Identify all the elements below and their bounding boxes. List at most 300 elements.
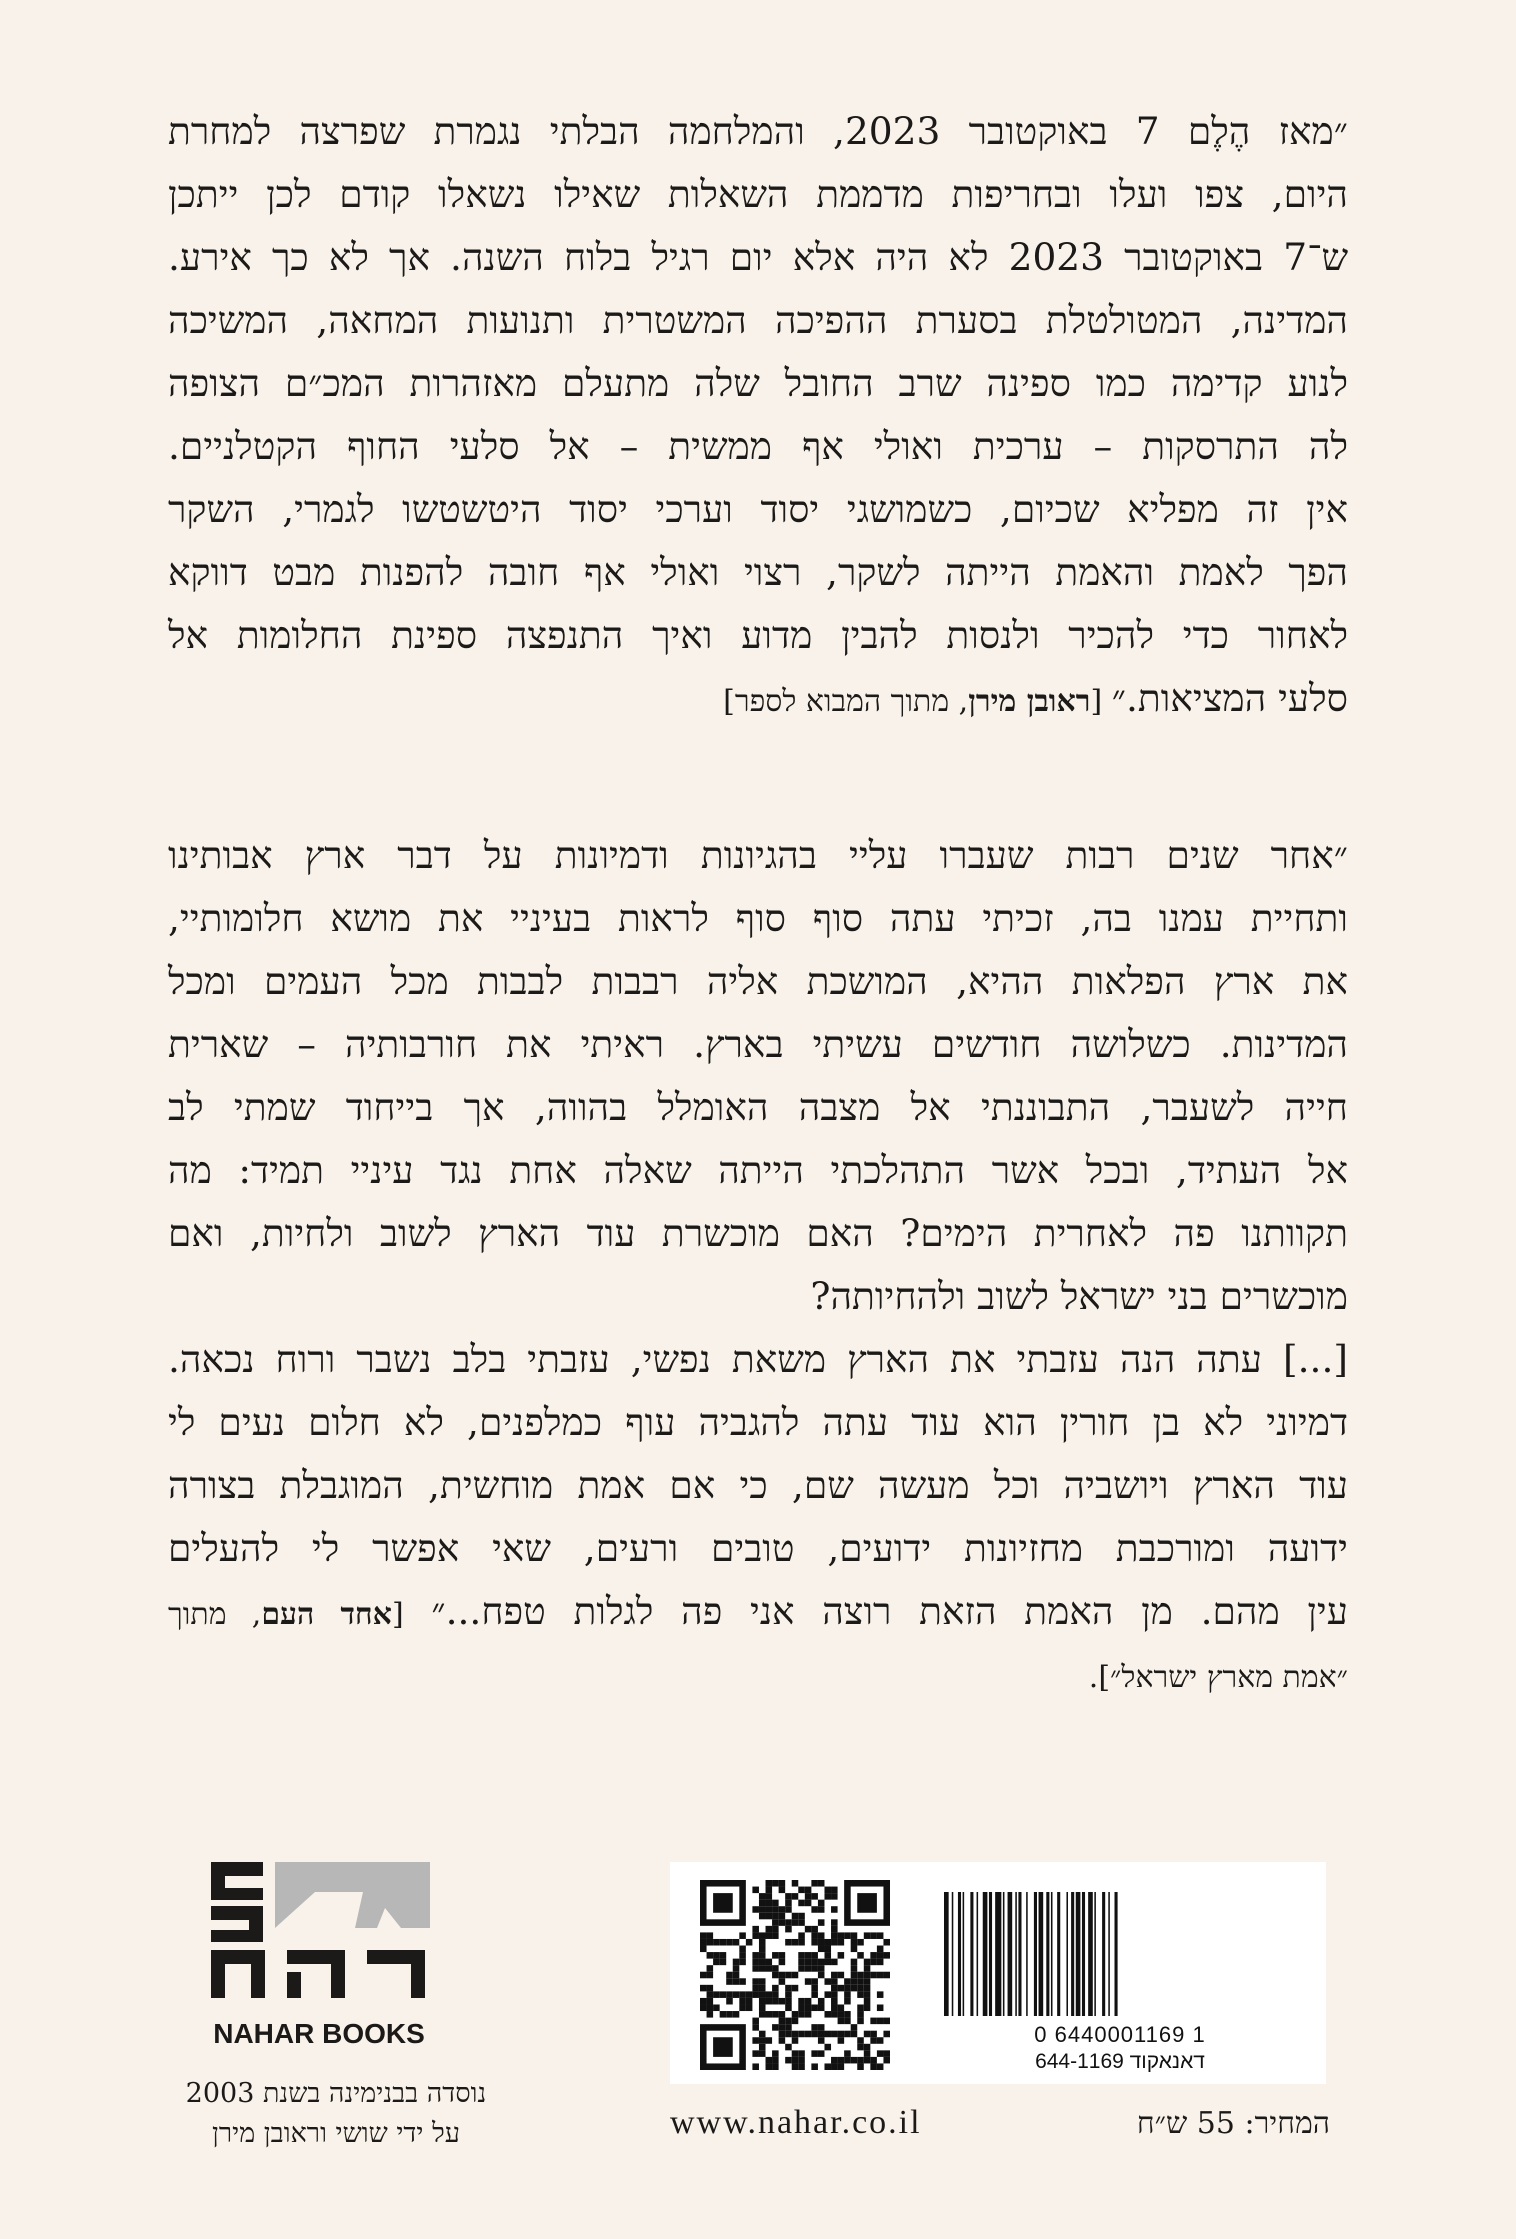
- qr-module: [864, 1978, 871, 1985]
- qr-module: [805, 1978, 812, 1985]
- qr-module: [779, 2037, 786, 2044]
- qr-module: [772, 1880, 779, 1887]
- qr-module: [759, 1913, 766, 1920]
- qr-module: [798, 2011, 805, 2018]
- qr-module: [831, 1959, 838, 1966]
- qr-module: [752, 1952, 759, 1959]
- qr-module: [707, 1991, 714, 1998]
- qr-module: [818, 2037, 825, 2044]
- qr-module: [772, 1932, 779, 1939]
- qr-module: [752, 2037, 759, 2044]
- qr-module: [824, 2011, 831, 2018]
- qr-module: [700, 1985, 707, 1992]
- qr-module: [792, 2031, 799, 2038]
- qr-module: [779, 1880, 786, 1887]
- qr-module: [785, 1972, 792, 1979]
- qr-module: [851, 1939, 858, 1946]
- qr-module: [759, 1893, 766, 1900]
- qr-module: [739, 1978, 746, 1985]
- qr-module: [824, 2044, 831, 2051]
- blurb-1-paragraph: [168, 100, 1348, 733]
- qr-module: [772, 1972, 779, 1979]
- qr-module: [759, 2011, 766, 2018]
- qr-module: [766, 2011, 773, 2018]
- qr-module: [759, 1900, 766, 1907]
- qr-module: [779, 2011, 786, 2018]
- qr-module: [766, 2063, 773, 2070]
- qr-module: [759, 1932, 766, 1939]
- qr-module: [824, 1939, 831, 1946]
- qr-module: [752, 1991, 759, 1998]
- qr-module: [798, 2004, 805, 2011]
- blurb-line: ידועה ומורכבת מחזיונות ידועים, טובים ורעים, שאי אפשר לי להעלים: [168, 1526, 1348, 1570]
- qr-module: [766, 1893, 773, 1900]
- qr-module: [798, 1932, 805, 1939]
- barcode-bar: [1026, 1892, 1028, 2016]
- blurb-line: לאחור כדי להכיר ולנסות להבין מדוע ואיך התנפצה ספינת החלומות אל: [168, 613, 1348, 657]
- qr-module: [759, 1985, 766, 1992]
- qr-module: [759, 1959, 766, 1966]
- qr-module: [870, 1952, 877, 1959]
- qr-module: [838, 2004, 845, 2011]
- barcode-code: דאנאקוד 644-1169: [1035, 2050, 1205, 2073]
- qr-module: [739, 1946, 746, 1953]
- qr-module: [798, 2063, 805, 2070]
- qr-module: [792, 2037, 799, 2044]
- barcode-bar: [1088, 1892, 1093, 2016]
- qr-module: [733, 1939, 740, 1946]
- blurb-quote-2: [168, 824, 1348, 1709]
- qr-module: [838, 1939, 845, 1946]
- qr-module: [805, 2011, 812, 2018]
- blurb-line: המדינה, המטולטלת בסערת ההפיכה המשטרית ותנועות המחאה, המשיכה: [168, 298, 1348, 342]
- barcode-digits: 0 6440001169 1: [1034, 2022, 1206, 2047]
- qr-module: [838, 1972, 845, 1979]
- qr-module: [759, 1946, 766, 1953]
- blurb-line-with-citation: [168, 667, 1348, 733]
- nahar-books-logo: [205, 1862, 430, 2002]
- qr-module: [864, 1991, 871, 1998]
- qr-module: [831, 1998, 838, 2005]
- qr-module: [779, 1952, 786, 1959]
- qr-module: [759, 1965, 766, 1972]
- qr-module: [792, 2018, 799, 2025]
- barcode-bar: [1008, 1892, 1013, 2016]
- qr-module: [818, 1939, 825, 1946]
- blurb-line: [...] עתה הנה עזבתי את הארץ משאת נפשי, עזבתי בלב נשבר ורוח נכאה.: [168, 1337, 1348, 1381]
- qr-module: [818, 2024, 825, 2031]
- qr-module: [772, 1985, 779, 1992]
- qr-module: [739, 1952, 746, 1959]
- qr-module: [851, 1932, 858, 1939]
- qr-module: [818, 1932, 825, 1939]
- qr-module: [824, 1952, 831, 1959]
- qr-module: [752, 1926, 759, 1933]
- qr-module: [792, 2050, 799, 2057]
- blurb-line: דמיוני לא בן חורין הוא עוד עתה להגביה עוף כמלפנים, לא חלום נעים לי: [168, 1400, 1348, 1444]
- qr-module: [811, 1939, 818, 1946]
- qr-module: [838, 2063, 845, 2070]
- qr-module: [772, 1998, 779, 2005]
- qr-module: [818, 2031, 825, 2038]
- blurb-line: המדינות. כשלושה חודשים עשיתי בארץ. ראיתי את חורבותיה – שארית: [168, 1022, 1348, 1066]
- qr-module: [844, 1985, 851, 1992]
- qr-module: [864, 1932, 871, 1939]
- qr-module: [772, 2011, 779, 2018]
- qr-module: [824, 1959, 831, 1966]
- barcode-bar: [1039, 1892, 1044, 2016]
- blurb-2-paragraph: [168, 824, 1348, 1709]
- qr-module: [785, 1939, 792, 1946]
- blurb-line: היום, צפו ועלו ובחריפות מדממת השאלות שאילו נשאלו קודם לכן ייתכן: [168, 172, 1348, 216]
- qr-module: [844, 2011, 851, 2018]
- qr-module: [785, 1985, 792, 1992]
- publisher-website: www.nahar.co.il: [670, 2104, 922, 2141]
- qr-module: [831, 1985, 838, 1992]
- qr-module: [824, 1893, 831, 1900]
- blurb-line: אין זה מפליא שכיום, כשמושגי יסוד וערכי יסוד היטשטשו לגמרי, השקר: [168, 487, 1348, 531]
- qr-module: [779, 1913, 786, 1920]
- qr-module: [857, 2011, 864, 2018]
- citation-source: , מתוך: [168, 1597, 262, 1632]
- qr-module: [766, 1998, 773, 2005]
- qr-module: [877, 1991, 884, 1998]
- qr-module: [851, 1978, 858, 1985]
- qr-module: [844, 2057, 851, 2064]
- qr-module: [831, 1906, 838, 1913]
- qr-module: [752, 2024, 759, 2031]
- qr-module: [752, 1906, 759, 1913]
- barcode-bar: [1057, 1892, 1060, 2016]
- qr-module: [720, 1959, 727, 1966]
- qr-module: [752, 2018, 759, 2025]
- qr-module: [883, 1939, 890, 1946]
- qr-module: [818, 1946, 825, 1953]
- barcode-bar: [1034, 1892, 1037, 2016]
- barcode-bar: [1015, 1892, 1017, 2016]
- qr-module: [831, 2004, 838, 2011]
- qr-module: [805, 1952, 812, 1959]
- qr-module: [707, 2011, 714, 2018]
- qr-module: [870, 2018, 877, 2025]
- qr-module: [700, 1946, 707, 1953]
- qr-module: [838, 2037, 845, 2044]
- qr-module: [785, 2044, 792, 2051]
- qr-module: [792, 2011, 799, 2018]
- qr-module: [720, 2011, 727, 2018]
- qr-module: [857, 2004, 864, 2011]
- qr-module: [811, 1965, 818, 1972]
- qr-module: [779, 1887, 786, 1894]
- qr-module: [779, 1972, 786, 1979]
- qr-module: [824, 1978, 831, 1985]
- qr-module: [883, 1952, 890, 1959]
- blurb-line: לנוע קדימה כמו ספינה שרב החובל שלה מתעלם מאזהרות המכ״ם הצופה: [168, 361, 1348, 405]
- qr-module: [713, 1959, 720, 1966]
- qr-module: [857, 1939, 864, 1946]
- citation-title: ״אמת מארץ ישראל״].: [1088, 1660, 1348, 1695]
- qr-module: [785, 2024, 792, 2031]
- qr-module: [844, 1998, 851, 2005]
- qr-module: [857, 1991, 864, 1998]
- qr-module: [818, 1998, 825, 2005]
- qr-module: [857, 1972, 864, 1979]
- qr-module: [752, 1985, 759, 1992]
- qr-module: [811, 1893, 818, 1900]
- qr-module: [883, 2050, 890, 2057]
- qr-module: [785, 2057, 792, 2064]
- barcode-panel: [670, 1862, 1326, 2084]
- qr-module: [733, 2011, 740, 2018]
- qr-module: [798, 1919, 805, 1926]
- qr-module: [831, 1926, 838, 1933]
- qr-module: [857, 1893, 877, 1913]
- qr-module: [870, 2057, 877, 2064]
- qr-module: [752, 2050, 759, 2057]
- qr-module: [864, 2031, 871, 2038]
- qr-module: [779, 1959, 786, 1966]
- qr-module: [831, 2011, 838, 2018]
- qr-module: [805, 1893, 812, 1900]
- qr-module: [877, 2063, 884, 2070]
- qr-module: [798, 2057, 805, 2064]
- logo-letter: [211, 1862, 225, 1892]
- qr-module: [772, 1913, 779, 1920]
- qr-module: [779, 1906, 786, 1913]
- qr-module: [700, 2004, 707, 2011]
- qr-module: [733, 1978, 740, 1985]
- qr-module: [792, 1985, 799, 1992]
- qr-module: [805, 1998, 812, 2005]
- qr-module: [726, 1991, 733, 1998]
- qr-module: [870, 2031, 877, 2038]
- qr-module: [844, 2018, 851, 2025]
- qr-module: [831, 1939, 838, 1946]
- qr-module: [811, 1926, 818, 1933]
- qr-module: [707, 1965, 714, 1972]
- qr-module: [857, 2018, 864, 2025]
- qr-module: [779, 1998, 786, 2005]
- qr-module: [792, 2063, 799, 2070]
- qr-module: [864, 1959, 871, 1966]
- qr-module: [739, 1959, 746, 1966]
- qr-module: [798, 2031, 805, 2038]
- qr-module: [857, 2057, 864, 2064]
- citation-author: ראובן מירן: [968, 684, 1091, 719]
- qr-module: [811, 2004, 818, 2011]
- qr-module: [870, 2063, 877, 2070]
- qr-module: [779, 2024, 786, 2031]
- blurb-line-with-citation: [168, 1580, 1348, 1646]
- qr-module: [792, 2057, 799, 2064]
- qr-module: [752, 1959, 759, 1966]
- qr-module: [785, 1893, 792, 1900]
- qr-module: [851, 2024, 858, 2031]
- qr-module: [831, 1991, 838, 1998]
- publisher-founded-line-2: על ידי שושי וראובן מירן: [211, 2118, 460, 2149]
- citation: [168, 1597, 404, 1632]
- blurb-line: את ארץ הפלאות ההיא, המושכת אליה רבבות לבבות מכל העמים ומכל: [168, 959, 1348, 1003]
- qr-module: [864, 2057, 871, 2064]
- qr-module: [766, 1880, 773, 1887]
- logo-letter: [211, 1930, 263, 1942]
- qr-module: [877, 2037, 884, 2044]
- qr-module: [700, 1939, 707, 1946]
- qr-module: [818, 1959, 825, 1966]
- qr-module: [785, 2018, 792, 2025]
- qr-module: [792, 1893, 799, 1900]
- qr-module: [818, 1906, 825, 1913]
- qr-module: [811, 1906, 818, 1913]
- qr-module: [766, 1926, 773, 1933]
- publisher-name-latin: NAHAR BOOKS: [213, 2018, 425, 2049]
- qr-module: [870, 1932, 877, 1939]
- qr-module: [707, 1998, 714, 2005]
- qr-module: [831, 1893, 838, 1900]
- barcode-bar: [995, 1892, 1001, 2016]
- qr-module: [733, 1959, 740, 1966]
- qr-module: [818, 1972, 825, 1979]
- qr-module: [798, 1939, 805, 1946]
- qr-module: [759, 1952, 766, 1959]
- qr-module: [772, 2057, 779, 2064]
- barcode-bar: [1046, 1892, 1049, 2016]
- barcode-bar: [1018, 1892, 1021, 2016]
- qr-module: [831, 1932, 838, 1939]
- qr-module: [792, 1913, 799, 1920]
- qr-module: [766, 1959, 773, 1966]
- qr-module: [811, 2063, 818, 2070]
- barcode-bar: [958, 1892, 961, 2016]
- logo-letter: [251, 1950, 265, 1998]
- qr-module: [752, 1887, 759, 1894]
- qr-module: [818, 1919, 825, 1926]
- logo-letter: [211, 1888, 263, 1900]
- qr-module: [818, 2050, 825, 2057]
- qr-module: [877, 1932, 884, 1939]
- qr-module: [713, 1952, 720, 1959]
- qr-module: [713, 2037, 733, 2057]
- qr-module: [759, 2037, 766, 2044]
- qr-module: [831, 1972, 838, 1979]
- qr-module: [779, 2018, 786, 2025]
- qr-module: [766, 1991, 773, 1998]
- qr-module: [805, 2004, 812, 2011]
- qr-module: [798, 1952, 805, 1959]
- qr-module: [759, 1939, 766, 1946]
- barcode-bar: [1115, 1892, 1118, 2016]
- qr-module: [707, 1972, 714, 1979]
- qr-module: [739, 2004, 746, 2011]
- qr-module: [792, 1919, 799, 1926]
- qr-module: [838, 1952, 845, 1959]
- qr-module: [838, 2031, 845, 2038]
- qr-module: [851, 2057, 858, 2064]
- qr-module: [851, 1985, 858, 1992]
- qr-module: [726, 1939, 733, 1946]
- qr-module: [811, 2024, 818, 2031]
- qr-module: [844, 1991, 851, 1998]
- qr-module: [831, 1919, 838, 1926]
- barcode-bar: [983, 1892, 988, 2016]
- qr-module: [824, 1991, 831, 1998]
- barcode-bar: [1076, 1892, 1081, 2016]
- qr-module: [838, 1932, 845, 1939]
- qr-module: [772, 1919, 779, 1926]
- qr-module: [733, 1972, 740, 1979]
- qr-module: [779, 1919, 786, 1926]
- qr-module: [877, 2018, 884, 2025]
- qr-module: [798, 2050, 805, 2057]
- qr-module: [772, 1926, 779, 1933]
- barcode-bar: [952, 1892, 954, 2016]
- qr-module: [785, 1991, 792, 1998]
- qr-module: [766, 1913, 773, 1920]
- qr-module: [883, 1972, 890, 1979]
- qr-module: [720, 1952, 727, 1959]
- qr-module: [805, 1965, 812, 1972]
- qr-module: [883, 2031, 890, 2038]
- qr-module: [811, 2031, 818, 2038]
- qr-module: [883, 2057, 890, 2064]
- qr-module: [759, 2004, 766, 2011]
- barcode-bar: [1066, 1892, 1068, 2016]
- qr-module: [857, 1978, 864, 1985]
- qr-module: [766, 1906, 773, 1913]
- qr-module: [772, 1900, 779, 1907]
- logo-letter: [331, 1950, 345, 1998]
- qr-module: [759, 1998, 766, 2005]
- qr-module: [818, 1965, 825, 1972]
- qr-module: [720, 1939, 727, 1946]
- logo-letter: [287, 1972, 301, 1998]
- qr-module: [824, 2031, 831, 2038]
- qr-module: [792, 1972, 799, 1979]
- qr-module: [746, 2004, 753, 2011]
- qr-module: [752, 2063, 759, 2070]
- barcode-bar: [1071, 1892, 1074, 2016]
- qr-module: [713, 1939, 720, 1946]
- qr-module: [818, 2004, 825, 2011]
- qr-module: [844, 2031, 851, 2038]
- qr-module: [700, 1998, 707, 2005]
- blurb-line: עוד הארץ ויושביה וכל מעשה שם, כי אם אמת מוחשית, המוגבלת בצורה: [168, 1463, 1348, 1507]
- qr-module: [851, 2031, 858, 2038]
- qr-module: [798, 1965, 805, 1972]
- qr-module: [739, 1932, 746, 1939]
- qr-module: [877, 1972, 884, 1979]
- citation-source: , מתוך המבוא לספר]: [723, 684, 969, 719]
- qr-module: [818, 1900, 825, 1907]
- qr-module: [733, 1965, 740, 1972]
- citation: [723, 684, 1112, 719]
- qr-module: [844, 1932, 851, 1939]
- qr-module: [838, 2057, 845, 2064]
- qr-module: [877, 1952, 884, 1959]
- qr-module: [766, 1932, 773, 1939]
- qr-module: [772, 2063, 779, 2070]
- publisher-founded-line-1: נוסדה בבנימינה בשנת 2003: [185, 2078, 487, 2109]
- qr-module: [792, 1939, 799, 1946]
- qr-module: [746, 1998, 753, 2005]
- barcode-bar: [1003, 1892, 1005, 2016]
- qr-module: [838, 2011, 845, 2018]
- qr-module: [713, 1893, 733, 1913]
- barcode-bar: [1108, 1892, 1110, 2016]
- logo-gray-shape: [275, 1862, 430, 1928]
- qr-module: [759, 1991, 766, 1998]
- qr-module: [877, 1946, 884, 1953]
